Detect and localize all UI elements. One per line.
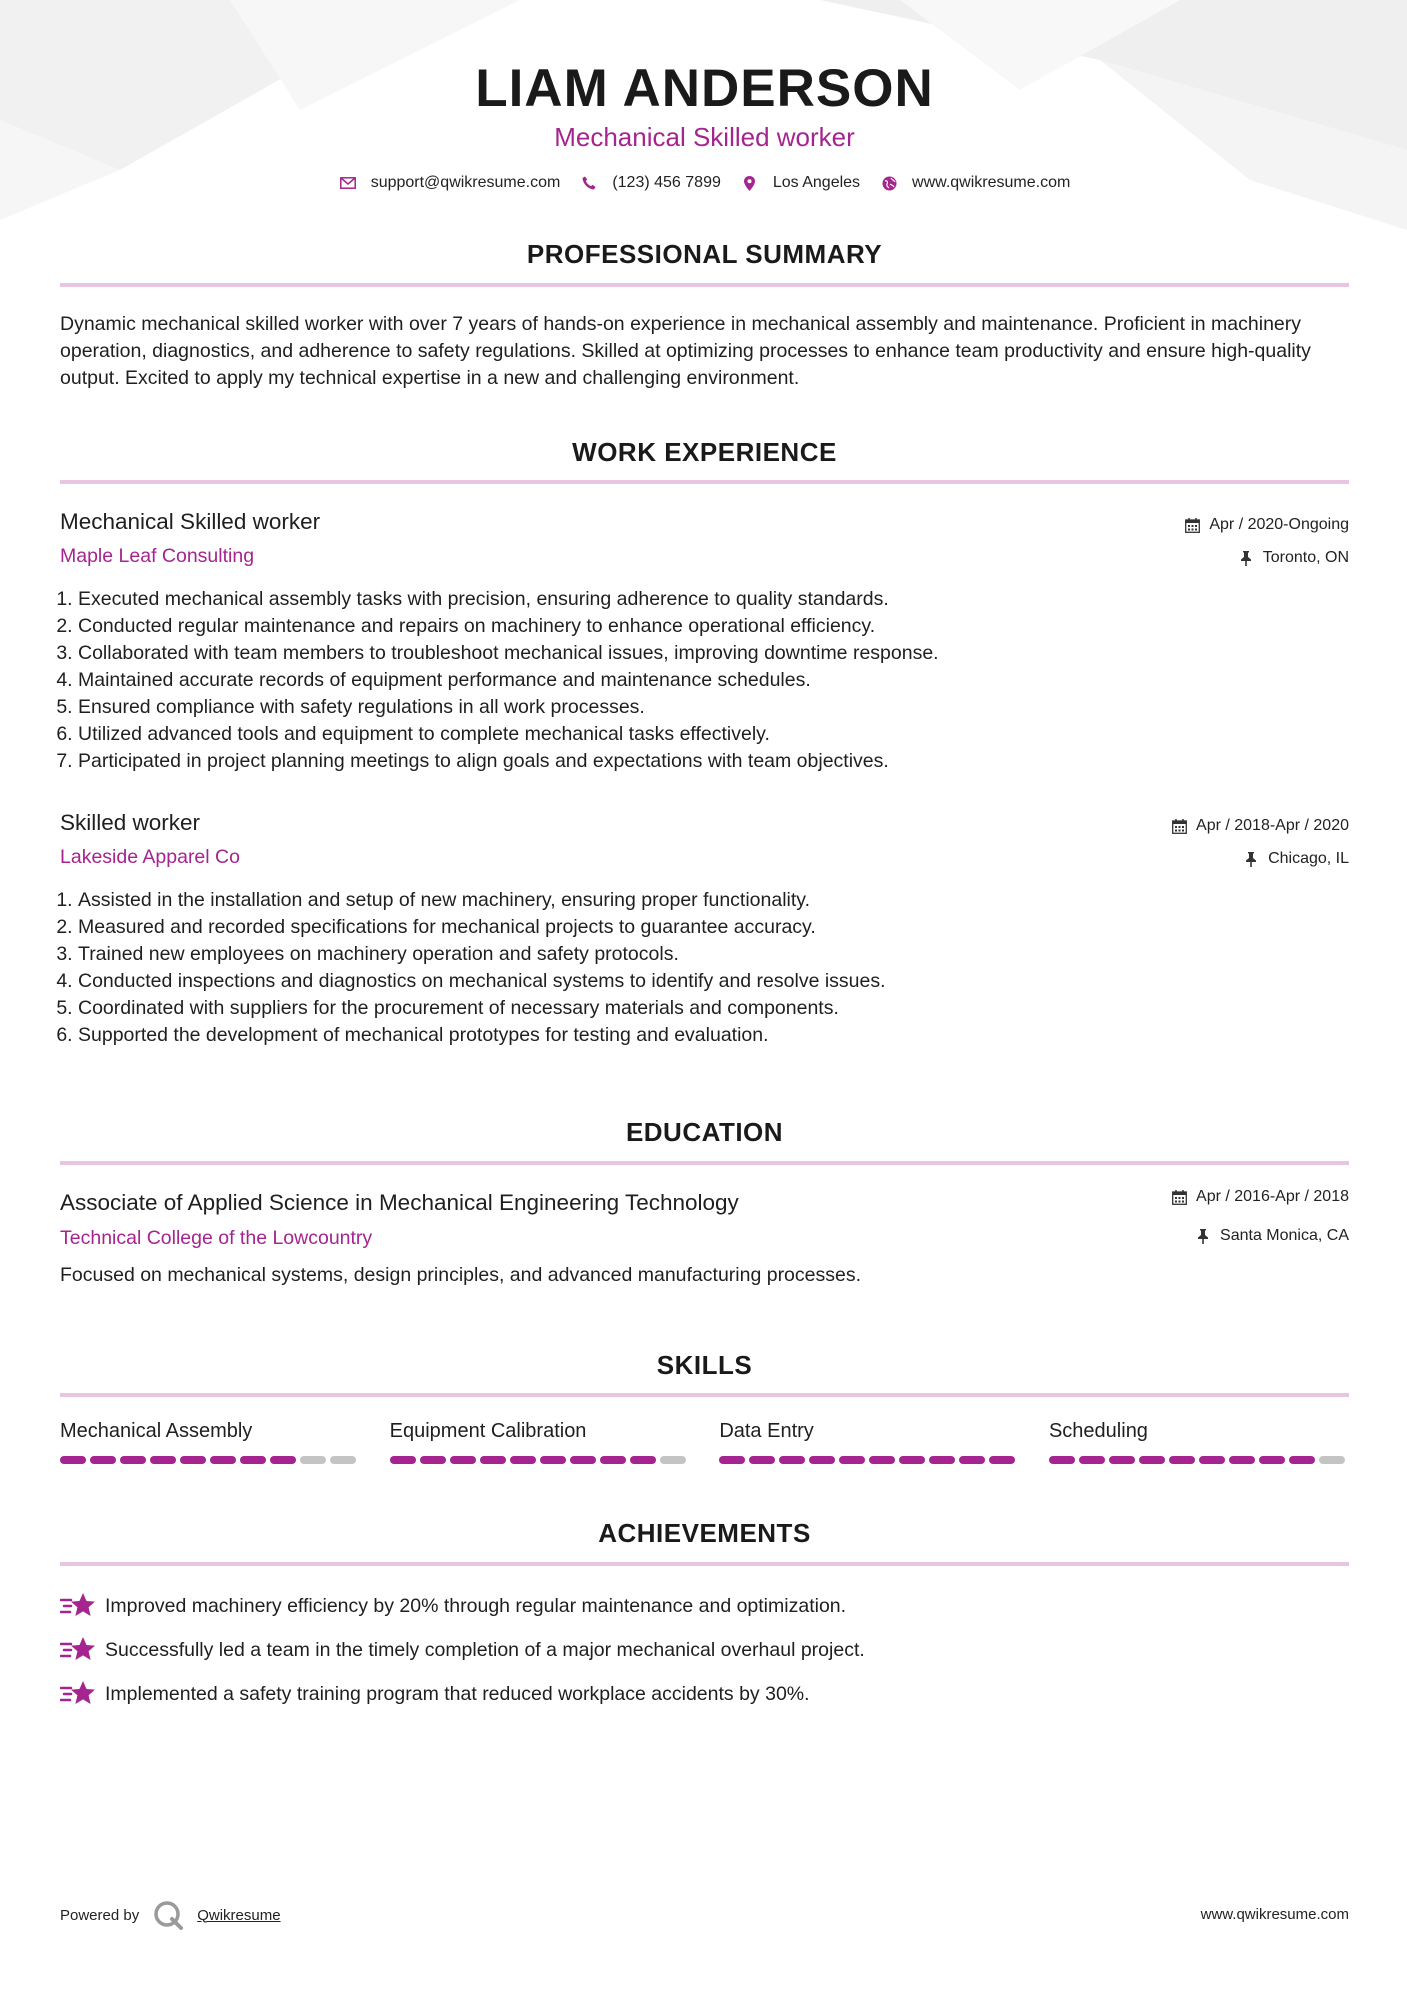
list-item: 4. Conducted inspections and diagnostics on mechanical systems to identify and resolve issues. bbox=[78, 968, 886, 995]
skill-segment-empty bbox=[660, 1456, 686, 1464]
list-item: 2. Measured and recorded specifications for mechanical projects to guarantee accuracy. bbox=[78, 914, 886, 941]
job-location bbox=[1237, 549, 1349, 567]
skill-segment-filled bbox=[1289, 1456, 1315, 1464]
job-dates bbox=[1183, 516, 1349, 534]
skill-level-bar bbox=[719, 1456, 1019, 1464]
achievement-text: Successfully led a team in the timely completion of a major mechanical overhaul project. bbox=[105, 1638, 865, 1661]
skill-segment-empty bbox=[300, 1456, 326, 1464]
achievements-list bbox=[60, 1584, 1349, 1716]
skill-segment-filled bbox=[210, 1456, 236, 1464]
education-heading: EDUCATION bbox=[625, 1117, 784, 1147]
phone-text: (123) 456 7899 bbox=[612, 174, 721, 191]
list-item: 6. Supported the development of mechanical prototypes for testing and evaluation. bbox=[78, 1022, 886, 1049]
skill-segment-filled bbox=[480, 1456, 506, 1464]
job-responsibilities bbox=[60, 887, 886, 1049]
skill-segment-filled bbox=[90, 1456, 116, 1464]
globe-icon bbox=[880, 174, 898, 192]
list-item: 1. Assisted in the installation and setup of new machinery, ensuring proper functionality. bbox=[78, 887, 886, 914]
skill-segment-filled bbox=[809, 1456, 835, 1464]
list-item: 7. Participated in project planning meetings to align goals and expectations with team objectives. bbox=[78, 748, 939, 775]
skill-item bbox=[1049, 1418, 1349, 1464]
skill-segment-filled bbox=[60, 1456, 86, 1464]
job-location bbox=[1242, 850, 1349, 868]
education-location-text: Santa Monica, CA bbox=[1220, 1227, 1349, 1244]
brand-link[interactable]: Qwikresume bbox=[197, 1906, 281, 1924]
job-title: Skilled worker bbox=[60, 810, 201, 835]
skills-divider bbox=[60, 1393, 1349, 1397]
map-pin-icon bbox=[741, 174, 759, 192]
list-item bbox=[60, 1584, 1349, 1628]
skill-name: Data Entry bbox=[719, 1420, 814, 1442]
education-dates-text: Apr / 2016-Apr / 2018 bbox=[1196, 1188, 1349, 1205]
location-text: Los Angeles bbox=[772, 174, 861, 191]
job-dates bbox=[1170, 817, 1349, 835]
job-location-text: Chicago, IL bbox=[1268, 850, 1349, 867]
phone-icon bbox=[580, 174, 598, 192]
skill-segment-filled bbox=[929, 1456, 955, 1464]
skill-item bbox=[390, 1418, 690, 1464]
footer-powered-by bbox=[60, 1900, 281, 1930]
list-item: 3. Trained new employees on machinery operation and safety protocols. bbox=[78, 941, 886, 968]
calendar-icon bbox=[1170, 817, 1188, 835]
contact-website bbox=[880, 174, 1070, 192]
achievement-text: Implemented a safety training program that reduced workplace accidents by 30%. bbox=[105, 1682, 810, 1705]
list-item: 5. Coordinated with suppliers for the procurement of necessary materials and components. bbox=[78, 995, 886, 1022]
skill-item bbox=[719, 1418, 1019, 1464]
degree-title: Associate of Applied Science in Mechanical Engineering Technology bbox=[60, 1190, 739, 1215]
achievement-text: Improved machinery efficiency by 20% through regular maintenance and optimization. bbox=[105, 1594, 847, 1617]
summary-text: Dynamic mechanical skilled worker with over 7 years of hands-on experience in mechanical assembly and maintenance. Proficient in machinery operation, diagnostics, and adherence to safety regulations. Skilled at optimizing processes to enhance team productivity and ensure high-quality output. Excited to apply my technical expertise in a new and challenging environment. bbox=[60, 313, 1311, 389]
skill-name: Scheduling bbox=[1048, 1420, 1148, 1442]
list-item: 4. Maintained accurate records of equipment performance and maintenance schedules. bbox=[78, 667, 939, 694]
skill-name: Equipment Calibration bbox=[389, 1420, 587, 1442]
skills-list bbox=[60, 1418, 1349, 1464]
job-company: Lakeside Apparel Co bbox=[60, 846, 240, 868]
skill-segment-filled bbox=[420, 1456, 446, 1464]
skill-segment-filled bbox=[540, 1456, 566, 1464]
powered-by-label: Powered by bbox=[60, 1906, 140, 1924]
education-description: Focused on mechanical systems, design principles, and advanced manufacturing processes. bbox=[60, 1264, 862, 1286]
skill-level-bar bbox=[1049, 1456, 1349, 1464]
candidate-name: LIAM ANDERSON bbox=[475, 59, 934, 118]
calendar-icon bbox=[1183, 516, 1201, 534]
skill-segment-filled bbox=[1139, 1456, 1165, 1464]
school-name: Technical College of the Lowcountry bbox=[60, 1227, 373, 1249]
skill-level-bar bbox=[60, 1456, 360, 1464]
skill-segment-filled bbox=[510, 1456, 536, 1464]
job-dates-text: Apr / 2020-Ongoing bbox=[1209, 516, 1349, 533]
contact-email bbox=[339, 174, 561, 192]
skill-segment-filled bbox=[180, 1456, 206, 1464]
list-item: 5. Ensured compliance with safety regulations in all work processes. bbox=[78, 694, 939, 721]
qwikresume-logo bbox=[153, 1900, 183, 1930]
contact-location bbox=[741, 174, 860, 192]
contact-phone bbox=[580, 174, 721, 192]
education-location bbox=[1194, 1227, 1349, 1245]
pushpin-icon bbox=[1242, 850, 1260, 868]
list-item: 1. Executed mechanical assembly tasks with precision, ensuring adherence to quality standards. bbox=[78, 586, 939, 613]
skill-segment-filled bbox=[1049, 1456, 1075, 1464]
achievements-divider bbox=[60, 1562, 1349, 1566]
skill-segment-filled bbox=[1229, 1456, 1255, 1464]
skill-name: Mechanical Assembly bbox=[60, 1420, 253, 1442]
education-dates bbox=[1170, 1188, 1349, 1206]
experience-heading: WORK EXPERIENCE bbox=[572, 437, 837, 467]
footer-website[interactable]: www.qwikresume.com bbox=[1200, 1906, 1349, 1923]
skill-segment-filled bbox=[1169, 1456, 1195, 1464]
list-item: 6. Utilized advanced tools and equipment to complete mechanical tasks effectively. bbox=[78, 721, 939, 748]
skill-segment-filled bbox=[959, 1456, 985, 1464]
skill-item bbox=[60, 1418, 360, 1464]
skill-segment-filled bbox=[899, 1456, 925, 1464]
envelope-icon bbox=[339, 174, 357, 192]
skill-segment-filled bbox=[779, 1456, 805, 1464]
skill-segment-filled bbox=[390, 1456, 416, 1464]
skill-segment-filled bbox=[989, 1456, 1015, 1464]
job-location-text: Toronto, ON bbox=[1262, 549, 1349, 566]
skill-segment-filled bbox=[600, 1456, 626, 1464]
skill-segment-filled bbox=[270, 1456, 296, 1464]
list-item bbox=[60, 1628, 1349, 1672]
skill-segment-filled bbox=[1079, 1456, 1105, 1464]
skill-segment-filled bbox=[630, 1456, 656, 1464]
summary-divider bbox=[60, 283, 1349, 287]
summary-heading: PROFESSIONAL SUMMARY bbox=[526, 239, 883, 269]
contact-bar bbox=[60, 174, 1349, 192]
skill-segment-filled bbox=[150, 1456, 176, 1464]
skill-segment-filled bbox=[749, 1456, 775, 1464]
skill-segment-empty bbox=[330, 1456, 356, 1464]
list-item bbox=[60, 1672, 1349, 1716]
skill-segment-filled bbox=[719, 1456, 745, 1464]
job-title: Mechanical Skilled worker bbox=[60, 509, 321, 534]
skills-heading: SKILLS bbox=[656, 1350, 753, 1380]
list-item: 2. Conducted regular maintenance and repairs on machinery to enhance operational efficiency. bbox=[78, 613, 939, 640]
email-text[interactable]: support@qwikresume.com bbox=[370, 174, 561, 191]
skill-segment-empty bbox=[1319, 1456, 1345, 1464]
skill-segment-filled bbox=[1199, 1456, 1225, 1464]
skill-segment-filled bbox=[1259, 1456, 1285, 1464]
job-dates-text: Apr / 2018-Apr / 2020 bbox=[1196, 817, 1349, 834]
star-icon bbox=[60, 1591, 96, 1621]
calendar-icon bbox=[1170, 1188, 1188, 1206]
star-icon bbox=[60, 1635, 96, 1665]
star-icon bbox=[60, 1679, 96, 1709]
candidate-title: Mechanical Skilled worker bbox=[554, 122, 855, 152]
job-company: Maple Leaf Consulting bbox=[60, 545, 255, 567]
skill-segment-filled bbox=[120, 1456, 146, 1464]
skill-segment-filled bbox=[1109, 1456, 1135, 1464]
achievements-heading: ACHIEVEMENTS bbox=[598, 1518, 811, 1548]
website-text[interactable]: www.qwikresume.com bbox=[912, 174, 1071, 191]
education-divider bbox=[60, 1161, 1349, 1165]
job-responsibilities bbox=[60, 586, 939, 775]
list-item: 3. Collaborated with team members to troubleshoot mechanical issues, improving downtime response. bbox=[78, 640, 939, 667]
pushpin-icon bbox=[1194, 1227, 1212, 1245]
skill-segment-filled bbox=[839, 1456, 865, 1464]
skill-segment-filled bbox=[869, 1456, 895, 1464]
pushpin-icon bbox=[1237, 549, 1255, 567]
experience-divider bbox=[60, 480, 1349, 484]
skill-segment-filled bbox=[240, 1456, 266, 1464]
skill-level-bar bbox=[390, 1456, 690, 1464]
skill-segment-filled bbox=[570, 1456, 596, 1464]
skill-segment-filled bbox=[450, 1456, 476, 1464]
